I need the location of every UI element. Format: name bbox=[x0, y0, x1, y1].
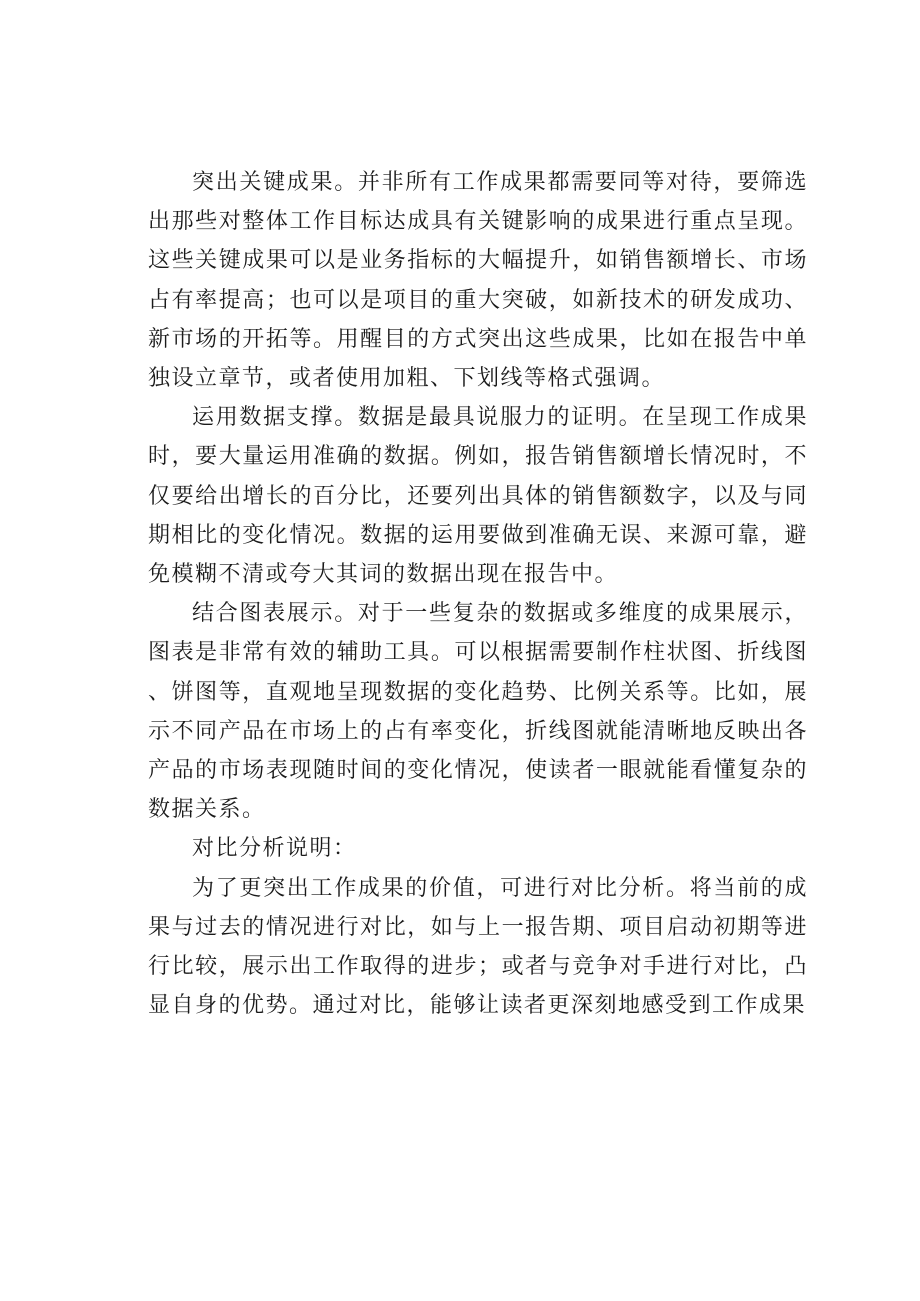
paragraph-comparison: 为了更突出工作成果的价值，可进行对比分析。将当前的成果与过去的情况进行对比，如与上一报告期、项目启动初期等进行比较，展示出工作取得的进步；或者与竞争对手进行对比，凸显自身的优势。通过对比，能够让读者更深刻地感受到工作成果 bbox=[148, 875, 808, 1019]
paragraph-charts: 结合图表展示。对于一些复杂的数据或多维度的成果展示，图表是非常有效的辅助工具。可以根据需要制作柱状图、折线图、饼图等，直观地呈现数据的变化趋势、比例关系等。比如，展示不同产品在市场上的占有率变化，折线图就能清晰地反映出各产品的市场表现随时间的变化情况，使读者一眼就能看懂复杂的数据关系。 bbox=[148, 601, 808, 823]
paragraph-data-support: 运用数据支撑。数据是最具说服力的证明。在呈现工作成果时，要大量运用准确的数据。例如，报告销售额增长情况时，不仅要给出增长的百分比，还要列出具体的销售额数字，以及与同期相比的变化情况。数据的运用要做到准确无误、来源可靠，避免模糊不清或夸大其词的数据出现在报告中。 bbox=[148, 405, 808, 588]
paragraph-comparison-heading: 对比分析说明： bbox=[192, 836, 357, 862]
paragraph-key-results: 突出关键成果。并非所有工作成果都需要同等对待，要筛选出那些对整体工作目标达成具有关键影响的成果进行重点呈现。这些关键成果可以是业务指标的大幅提升，如销售额增长、市场占有率提高；也可以是项目的重大突破，如新技术的研发成功、新市场的开拓等。用醒目的方式突出这些成果，比如在报告中单独设立章节，或者使用加粗、下划线等格式强调。 bbox=[148, 170, 808, 392]
document-body bbox=[148, 163, 808, 1025]
